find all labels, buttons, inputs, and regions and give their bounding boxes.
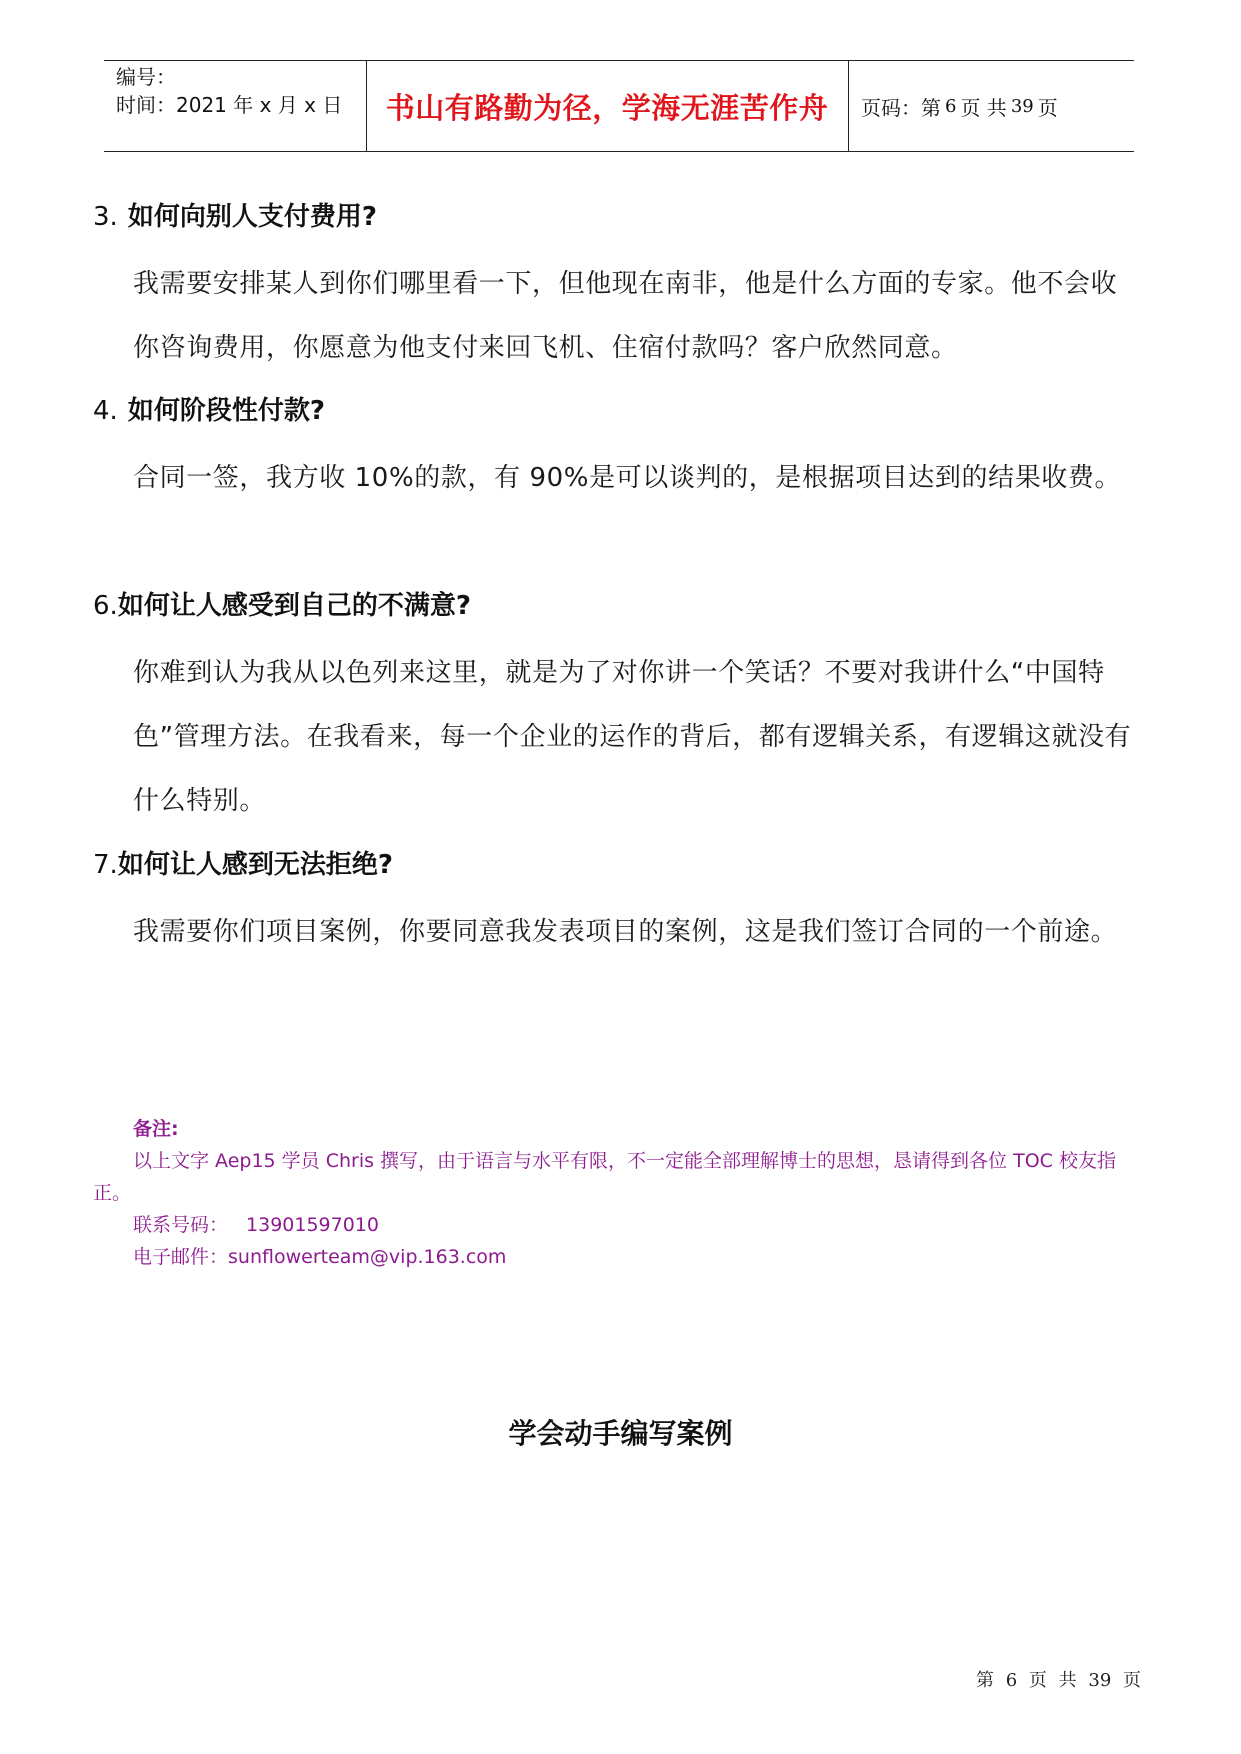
page-footer: 第 6 页 共 39 页	[976, 1670, 1141, 1691]
phone-label: 联系号码：	[133, 1214, 229, 1236]
section-number: 6.	[93, 591, 118, 621]
section-heading	[93, 589, 471, 623]
author-note	[93, 1113, 1133, 1273]
section-heading	[93, 394, 325, 428]
section-number: 3.	[93, 202, 118, 232]
section-paragraph: 我需要安排某人到你们哪里看一下，但他现在南非，他是什么方面的专家。他不会收你咨询费用，你愿意为他支付来回飞机、住宿付款吗？客户欣然同意。	[133, 269, 1118, 363]
section-paragraph: 你难到认为我从以色列来这里，就是为了对你讲一个笑话？不要对我讲什么“中国特色”管理方法。在我看来，每一个企业的运作的背后，都有逻辑关系，有逻辑这就没有什么特别。	[133, 658, 1132, 816]
section-title: 如何让人感到无法拒绝?	[117, 850, 393, 880]
note-phone-row	[93, 1209, 1133, 1241]
section-title: 如何让人感受到自己的不满意?	[117, 591, 471, 621]
page-prefix: 页码：第	[861, 95, 941, 120]
section-heading	[93, 200, 377, 234]
section-title: 如何向别人支付费用?	[127, 202, 377, 232]
phone-number: 13901597010	[246, 1214, 379, 1236]
header-page-indicator	[861, 61, 1058, 151]
section-number: 7.	[93, 850, 118, 880]
header-motto: 书山有路勤为径，学海无涯苦作舟	[385, 90, 829, 125]
header-divider	[848, 61, 849, 151]
email-address[interactable]: sunflowerteam@vip.163.com	[228, 1246, 507, 1268]
note-text: 以上文字 Aep15 学员 Chris 撰写，由于语言与水平有限，不一定能全部理解博士的思想，恳请得到各位 TOC 校友指正。	[93, 1150, 1116, 1204]
email-label: 电子邮件：	[133, 1246, 229, 1268]
document-number-label: 编号：	[116, 65, 176, 89]
section-paragraph: 合同一签，我方收 10%的款，有 90%是可以谈判的，是根据项目达到的结果收费。	[133, 463, 1122, 493]
page-suffix: 页	[1037, 95, 1058, 120]
page-current: 6	[945, 95, 957, 117]
page-middle: 页 共	[960, 95, 1007, 120]
section-title: 如何阶段性付款?	[127, 396, 325, 426]
section-paragraph: 我需要你们项目案例，你要同意我发表项目的案例，这是我们签订合同的一个前途。	[133, 917, 1118, 947]
note-label: 备注:	[133, 1118, 179, 1140]
next-section-title: 学会动手编写案例	[508, 1417, 733, 1450]
section-heading	[93, 848, 393, 882]
page-total: 39	[1010, 95, 1034, 117]
section-number: 4.	[93, 396, 118, 426]
document-date: 时间：2021 年 x 月 x 日	[116, 93, 343, 117]
header-meta	[116, 63, 342, 119]
note-email-row	[93, 1241, 1133, 1273]
page-header	[104, 60, 1134, 152]
